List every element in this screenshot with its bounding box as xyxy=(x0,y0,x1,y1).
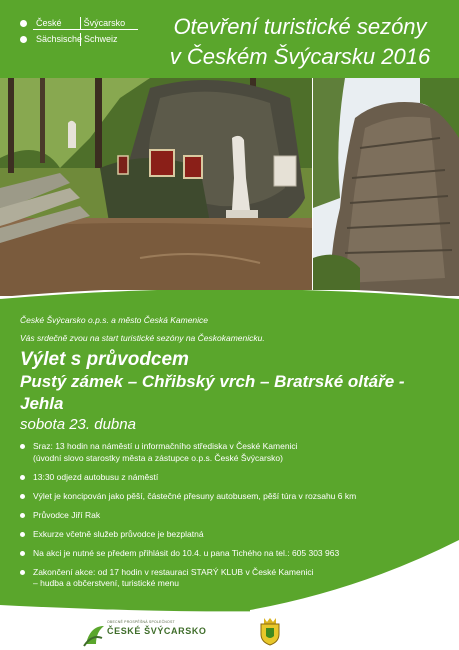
brand-row-2 xyxy=(20,32,138,46)
invitation: Vás srdečně zvou na start turistické sezóny na Českokamenicku. xyxy=(20,333,265,343)
event-text xyxy=(20,314,445,597)
rock-tower-photo xyxy=(313,78,459,296)
trip-date: sobota 23. dubna xyxy=(20,416,136,433)
organizers: České Švýcarsko o.p.s. a město Česká Kamenice xyxy=(20,315,209,325)
list-item-text: – hudba a občerstvení, turistické menu xyxy=(33,578,179,588)
list-item-text: Na akci je nutné se předem přihlásit do 10.4. u pana Tichého na tel.: 605 303 963 xyxy=(33,547,340,558)
bullet-icon xyxy=(20,494,25,499)
bullet-icon xyxy=(20,444,25,449)
list-item xyxy=(20,567,445,590)
info-list xyxy=(20,441,445,590)
bullet-icon xyxy=(20,532,25,537)
bullet-icon xyxy=(20,551,25,556)
brand-row-1 xyxy=(20,16,138,30)
brand-text: Schweiz xyxy=(84,33,118,44)
content-band xyxy=(0,290,459,620)
list-item xyxy=(20,548,445,560)
trip-title: Výlet s průvodcem xyxy=(20,349,189,370)
list-item xyxy=(20,510,445,522)
footer xyxy=(0,610,459,650)
list-item xyxy=(20,491,445,503)
photo-band xyxy=(0,78,459,296)
list-item-text: Sraz: 13 hodin na náměstí u informačního střediska v České Kamenici xyxy=(33,441,298,451)
brand-dot-icon xyxy=(20,36,27,43)
brand-text: České xyxy=(33,17,81,30)
bullet-icon xyxy=(20,513,25,518)
headline-line-1: Otevření turistické sezóny xyxy=(173,14,427,39)
brand-dot-icon xyxy=(20,20,27,27)
list-item-text: Výlet je koncipován jako pěší, částečné přesuny autobusem, pěší túra v rozsahu 6 km xyxy=(33,490,357,501)
list-item-text: Zakončení akce: od 17 hodin v restauraci STARÝ KLUB v České Kamenici xyxy=(33,566,314,577)
header-band xyxy=(0,0,459,78)
list-item xyxy=(20,441,445,464)
trip-route: Pustý zámek – Chřibský vrch – Bratrské oltáře - Jehla xyxy=(20,372,405,413)
list-item xyxy=(20,472,445,484)
list-item xyxy=(20,529,445,541)
brand-text: Sächsische xyxy=(33,33,81,46)
poster-headline xyxy=(155,12,445,72)
town-crest-icon xyxy=(258,616,282,646)
bullet-icon xyxy=(20,475,25,480)
list-item-text: Průvodce Jiří Rak xyxy=(33,509,101,520)
bullet-icon xyxy=(20,570,25,575)
headline-line-2: v Českém Švýcarsku 2016 xyxy=(169,44,431,69)
brand-text: Švýcarsko xyxy=(81,17,138,30)
brand-logo xyxy=(20,16,138,48)
forest-shrine-photo xyxy=(0,78,312,296)
logo-name: ČESKÉ ŠVÝCARSKO xyxy=(107,626,207,636)
photo-collage xyxy=(0,78,459,296)
logo-subtitle: OBECNĚ PROSPĚŠNÁ SPOLEČNOST xyxy=(107,620,175,624)
list-item-text: Exkurze včetně služeb průvodce je bezplatná xyxy=(33,528,204,539)
list-item-text: 13:30 odjezd autobusu z náměstí xyxy=(33,471,159,482)
list-item-text: (úvodní slovo starostky města a zástupce o.p.s. České Švýcarsko) xyxy=(33,452,283,463)
